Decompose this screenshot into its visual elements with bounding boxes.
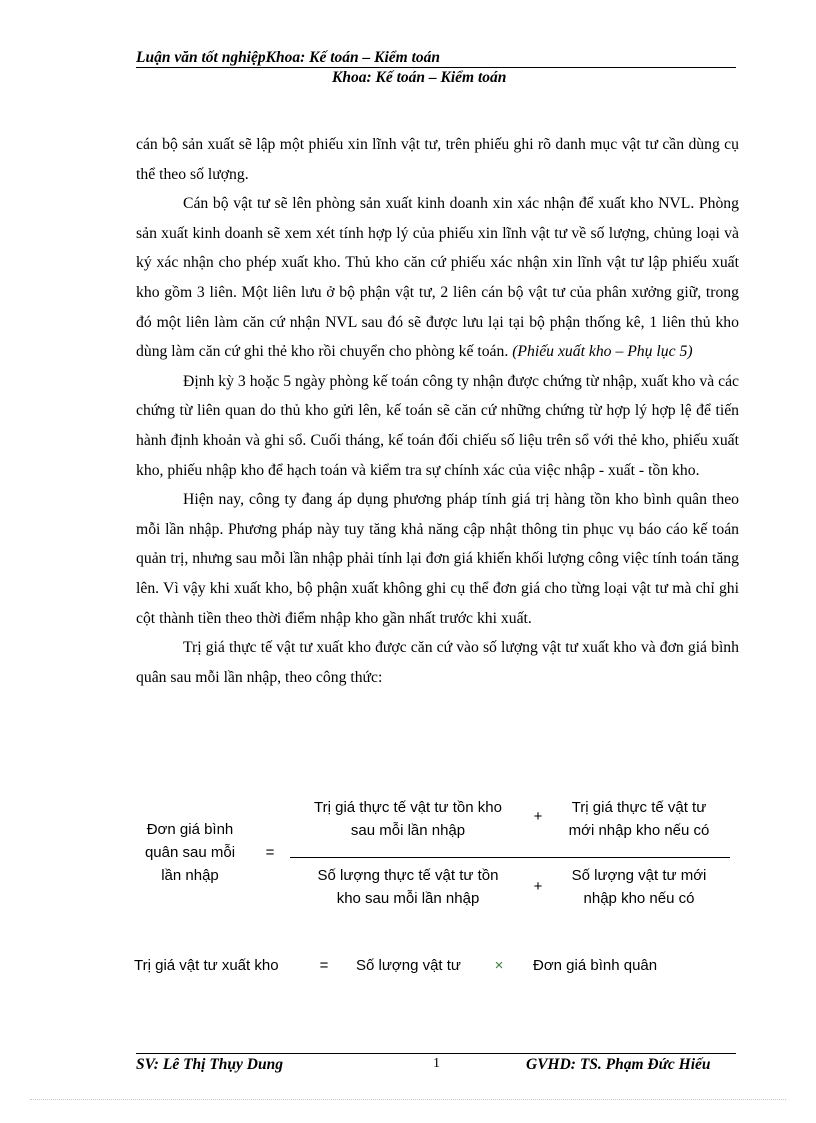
formula2-term2: Đơn giá bình quân	[533, 957, 658, 974]
footer-rule	[136, 1053, 736, 1054]
formula2-lhs: Trị giá vật tư xuất kho	[134, 957, 279, 974]
formula-lhs-line3: lần nhập	[161, 867, 219, 884]
header-faculty: Khoa: Kế toán – Kiểm toán	[332, 69, 507, 86]
denominator-b-line1: Số lượng vật tư mới	[571, 867, 707, 884]
formula2-equals: =	[319, 957, 329, 974]
paragraph-5: Trị giá thực tế vật tư xuất kho được căn cứ vào số lượng vật tư xuất kho và đơn giá bình quân sau mỗi lần nhập, theo công thức:	[136, 639, 739, 686]
numerator-a-line1: Trị giá thực tế vật tư tồn kho	[314, 799, 502, 816]
denominator-a-line2: kho sau mỗi lần nhập	[336, 890, 480, 907]
paragraph-3: Định kỳ 3 hoặc 5 ngày phòng kế toán công ty nhận được chứng từ nhập, xuất kho và các chứng từ liên quan do thủ kho gửi lên, kế toán sẽ căn cứ những chứng từ hợp lý hợp lệ để tiến hành định khoản và ghi sổ. Cuối tháng, kế toán đối chiếu số liệu trên sổ với thẻ kho, phiếu xuất kho, phiếu nhập kho để hạch toán và kiểm tra sự chính xác của việc nhập - xuất - tồn kho.	[136, 372, 739, 479]
numerator-plus: +	[533, 808, 543, 825]
footer-student: SV: Lê Thị Thụy Dung	[136, 1056, 283, 1073]
denominator-b-line2: nhập kho nếu có	[583, 890, 695, 907]
denominator-plus: +	[533, 878, 543, 895]
appendix-reference: (Phiếu xuất kho – Phụ lục 5)	[512, 343, 693, 361]
formula-lhs-line2: quân sau mỗi	[144, 844, 236, 861]
formula2-times: ×	[494, 957, 504, 974]
footer-advisor: GVHD: TS. Phạm Đức Hiếu	[526, 1056, 711, 1073]
formula-lhs-line1: Đơn giá bình	[146, 821, 234, 838]
header-thesis-title: Luận văn tốt nghiệpKhoa: Kế toán – Kiểm toán	[136, 49, 441, 66]
numerator-b-line2: mới nhập kho nếu có	[568, 822, 710, 839]
paragraph-1: cán bộ sản xuất sẽ lập một phiếu xin lĩnh vật tư, trên phiếu ghi rõ danh mục vật tư cần dùng cụ thể theo số lượng.	[136, 136, 739, 183]
formula-equals: =	[265, 844, 275, 861]
page-bottom-dotted-rule	[30, 1099, 786, 1100]
numerator-a-line2: sau mỗi lần nhập	[350, 822, 466, 839]
paragraph-4: Hiện nay, công ty đang áp dụng phương pháp tính giá trị hàng tồn kho bình quân theo mỗi lần nhập. Phương pháp này tuy tăng khả năng cập nhật thông tin phục vụ báo cáo kế toán quản trị, nhưng sau mỗi lần nhập phải tính lại đơn giá khiến khối lượng công việc tính toán tăng lên. Vì vậy khi xuất kho, bộ phận xuất không ghi cụ thể đơn giá cho từng loại vật tư mà chỉ ghi cột thành tiền theo thời điểm nhập kho gần nhất trước khi xuất.	[136, 491, 739, 627]
paragraph-2-text: Cán bộ vật tư sẽ lên phòng sản xuất kinh doanh xin xác nhận để xuất kho NVL. Phòng sản xuất kinh doanh sẽ xem xét tính hợp lý của phiếu xin lĩnh vật tư về số lượng, chủng loại và ký xác nhận cho phép xuất kho. Thủ kho căn cứ phiếu xác nhận xin lĩnh vật tư lập phiếu xuất kho gồm 3 liên. Một liên lưu ở bộ phận vật tư, 2 liên cán bộ vật tư của phân xưởng giữ, trong đó một liên làm căn cứ nhận NVL sau đó sẽ được lưu lại tại bộ phận thống kê, 1 liên thủ kho dùng làm căn cứ ghi thẻ kho rồi chuyển cho phòng kế toán.	[136, 195, 739, 361]
fraction-bar	[290, 857, 730, 858]
page-number: 1	[433, 1056, 440, 1071]
numerator-b-line1: Trị giá thực tế vật tư	[571, 799, 707, 816]
denominator-a-line1: Số lượng thực tế vật tư tồn	[317, 867, 499, 884]
formula2-term1: Số lượng vật tư	[356, 957, 461, 974]
